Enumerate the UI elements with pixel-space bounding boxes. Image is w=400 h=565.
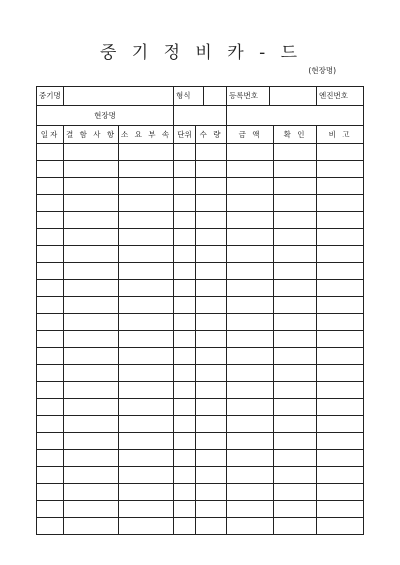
table-cell[interactable] bbox=[64, 246, 119, 263]
table-row bbox=[37, 161, 364, 178]
table-row bbox=[37, 348, 364, 365]
table-cell[interactable] bbox=[119, 450, 174, 467]
table-row bbox=[37, 518, 364, 535]
table-cell[interactable] bbox=[37, 399, 64, 416]
table-cell[interactable] bbox=[317, 212, 364, 229]
equipment-name-value[interactable] bbox=[64, 87, 174, 106]
table-cell[interactable] bbox=[227, 178, 274, 195]
table-cell[interactable] bbox=[317, 399, 364, 416]
table-cell[interactable] bbox=[274, 433, 317, 450]
table-cell[interactable] bbox=[317, 314, 364, 331]
table-cell[interactable] bbox=[227, 348, 274, 365]
table-cell[interactable] bbox=[119, 280, 174, 297]
table-cell[interactable] bbox=[317, 467, 364, 484]
table-cell[interactable] bbox=[317, 161, 364, 178]
table-cell[interactable] bbox=[119, 416, 174, 433]
table-cell[interactable] bbox=[274, 280, 317, 297]
table-cell[interactable] bbox=[64, 416, 119, 433]
table-cell[interactable] bbox=[64, 518, 119, 535]
table-cell[interactable] bbox=[227, 382, 274, 399]
table-row bbox=[37, 144, 364, 161]
column-header: 확 인 bbox=[274, 126, 317, 144]
table-cell[interactable] bbox=[317, 144, 364, 161]
table-cell[interactable] bbox=[119, 229, 174, 246]
table-cell[interactable] bbox=[196, 178, 227, 195]
model-group bbox=[174, 87, 227, 106]
model-label: 형식 bbox=[174, 87, 204, 105]
table-cell[interactable] bbox=[274, 399, 317, 416]
table-row bbox=[37, 450, 364, 467]
table-cell[interactable] bbox=[64, 450, 119, 467]
table-cell[interactable] bbox=[64, 467, 119, 484]
table-cell[interactable] bbox=[274, 314, 317, 331]
table-cell[interactable] bbox=[196, 518, 227, 535]
table-cell[interactable] bbox=[174, 331, 196, 348]
table-cell[interactable] bbox=[227, 433, 274, 450]
table-row bbox=[37, 331, 364, 348]
table-row bbox=[37, 263, 364, 280]
table-cell[interactable] bbox=[227, 399, 274, 416]
table-cell[interactable] bbox=[227, 416, 274, 433]
table-cell[interactable] bbox=[174, 484, 196, 501]
table-cell[interactable] bbox=[119, 348, 174, 365]
table-cell[interactable] bbox=[64, 280, 119, 297]
table-cell[interactable] bbox=[64, 178, 119, 195]
table-cell[interactable] bbox=[227, 195, 274, 212]
table-cell[interactable] bbox=[317, 365, 364, 382]
table-cell[interactable] bbox=[196, 365, 227, 382]
table-cell[interactable] bbox=[196, 484, 227, 501]
table-cell[interactable] bbox=[196, 382, 227, 399]
table-cell[interactable] bbox=[64, 399, 119, 416]
engine-no-label: 엔진번호 bbox=[319, 91, 348, 100]
table-cell[interactable] bbox=[196, 467, 227, 484]
table-cell[interactable] bbox=[174, 365, 196, 382]
table-cell[interactable] bbox=[274, 331, 317, 348]
table-cell[interactable] bbox=[174, 263, 196, 280]
table-cell[interactable] bbox=[196, 212, 227, 229]
table-cell[interactable] bbox=[119, 382, 174, 399]
table-cell[interactable] bbox=[119, 246, 174, 263]
table-cell[interactable] bbox=[174, 348, 196, 365]
site-name-subtitle: (현장명) bbox=[308, 66, 336, 75]
table-cell[interactable] bbox=[64, 314, 119, 331]
table-cell[interactable] bbox=[64, 365, 119, 382]
column-header: 결 함 사 항 bbox=[64, 126, 119, 144]
table-cell[interactable] bbox=[196, 263, 227, 280]
table-cell[interactable] bbox=[274, 178, 317, 195]
table-cell[interactable] bbox=[317, 348, 364, 365]
registration-group bbox=[227, 87, 317, 106]
table-cell[interactable] bbox=[174, 416, 196, 433]
table-cell[interactable] bbox=[37, 195, 64, 212]
table-row bbox=[37, 365, 364, 382]
column-header-row bbox=[37, 126, 364, 144]
table-cell[interactable] bbox=[227, 263, 274, 280]
table-cell[interactable] bbox=[174, 195, 196, 212]
equipment-name-label: 중기명 bbox=[37, 87, 64, 106]
table-cell[interactable] bbox=[274, 416, 317, 433]
table-cell[interactable] bbox=[227, 144, 274, 161]
table-cell[interactable] bbox=[119, 195, 174, 212]
table-row bbox=[37, 314, 364, 331]
table-cell[interactable] bbox=[317, 382, 364, 399]
table-cell[interactable] bbox=[37, 246, 64, 263]
table-cell[interactable] bbox=[37, 467, 64, 484]
table-cell[interactable] bbox=[174, 178, 196, 195]
table-cell[interactable] bbox=[174, 433, 196, 450]
maintenance-card-table bbox=[36, 86, 364, 535]
equipment-info-row bbox=[37, 87, 364, 106]
column-header: 단위 bbox=[174, 126, 196, 144]
table-cell[interactable] bbox=[274, 246, 317, 263]
table-cell[interactable] bbox=[274, 450, 317, 467]
table-row bbox=[37, 280, 364, 297]
table-row bbox=[37, 399, 364, 416]
record-rows bbox=[37, 144, 364, 535]
table-cell[interactable] bbox=[119, 297, 174, 314]
column-header: 일자 bbox=[37, 126, 64, 144]
table-cell[interactable] bbox=[274, 365, 317, 382]
table-cell[interactable] bbox=[174, 399, 196, 416]
table-cell[interactable] bbox=[174, 144, 196, 161]
table-cell[interactable] bbox=[64, 331, 119, 348]
table-cell[interactable] bbox=[119, 501, 174, 518]
table-cell[interactable] bbox=[196, 297, 227, 314]
table-cell[interactable] bbox=[119, 178, 174, 195]
table-cell[interactable] bbox=[119, 331, 174, 348]
engine-no-value[interactable] bbox=[359, 87, 363, 105]
table-cell[interactable] bbox=[174, 382, 196, 399]
table-cell[interactable] bbox=[64, 382, 119, 399]
table-cell[interactable] bbox=[174, 314, 196, 331]
table-cell[interactable] bbox=[274, 297, 317, 314]
table-cell[interactable] bbox=[119, 144, 174, 161]
column-header: 비 고 bbox=[317, 126, 364, 144]
table-cell[interactable] bbox=[64, 263, 119, 280]
table-cell[interactable] bbox=[317, 229, 364, 246]
table-cell[interactable] bbox=[274, 263, 317, 280]
table-cell[interactable] bbox=[227, 467, 274, 484]
table-cell[interactable] bbox=[317, 331, 364, 348]
table-row bbox=[37, 382, 364, 399]
table-row bbox=[37, 484, 364, 501]
table-cell[interactable] bbox=[317, 416, 364, 433]
table-cell[interactable] bbox=[37, 348, 64, 365]
table-cell[interactable] bbox=[227, 450, 274, 467]
table-cell[interactable] bbox=[37, 280, 64, 297]
table-row bbox=[37, 416, 364, 433]
table-cell[interactable] bbox=[64, 484, 119, 501]
table-cell[interactable] bbox=[317, 433, 364, 450]
table-cell[interactable] bbox=[196, 450, 227, 467]
table-cell[interactable] bbox=[37, 297, 64, 314]
table-cell[interactable] bbox=[274, 348, 317, 365]
table-cell[interactable] bbox=[174, 501, 196, 518]
table-cell[interactable] bbox=[196, 246, 227, 263]
table-cell[interactable] bbox=[174, 518, 196, 535]
table-row bbox=[37, 229, 364, 246]
table-cell[interactable] bbox=[64, 229, 119, 246]
table-cell[interactable] bbox=[227, 246, 274, 263]
table-cell[interactable] bbox=[227, 212, 274, 229]
table-row bbox=[37, 501, 364, 518]
table-cell[interactable] bbox=[274, 144, 317, 161]
table-cell[interactable] bbox=[196, 280, 227, 297]
table-cell[interactable] bbox=[37, 365, 64, 382]
table-cell[interactable] bbox=[119, 433, 174, 450]
column-header: 소 요 부 속 bbox=[119, 126, 174, 144]
table-cell[interactable] bbox=[37, 314, 64, 331]
table-cell[interactable] bbox=[317, 484, 364, 501]
table-cell[interactable] bbox=[37, 331, 64, 348]
table-row bbox=[37, 433, 364, 450]
table-cell[interactable] bbox=[227, 280, 274, 297]
table-cell[interactable] bbox=[64, 212, 119, 229]
table-cell[interactable] bbox=[64, 501, 119, 518]
table-cell[interactable] bbox=[119, 484, 174, 501]
table-cell[interactable] bbox=[174, 161, 196, 178]
table-cell[interactable] bbox=[196, 314, 227, 331]
table-cell[interactable] bbox=[37, 263, 64, 280]
table-row bbox=[37, 467, 364, 484]
engine-group bbox=[317, 87, 364, 106]
table-cell[interactable] bbox=[317, 246, 364, 263]
table-cell[interactable] bbox=[37, 433, 64, 450]
table-cell[interactable] bbox=[119, 212, 174, 229]
table-row bbox=[37, 297, 364, 314]
table-cell[interactable] bbox=[37, 416, 64, 433]
table-cell[interactable] bbox=[37, 450, 64, 467]
table-cell[interactable] bbox=[37, 144, 64, 161]
table-cell[interactable] bbox=[196, 348, 227, 365]
table-cell[interactable] bbox=[64, 297, 119, 314]
table-cell[interactable] bbox=[37, 229, 64, 246]
table-cell[interactable] bbox=[37, 484, 64, 501]
table-cell[interactable] bbox=[37, 178, 64, 195]
table-cell[interactable] bbox=[227, 331, 274, 348]
table-cell[interactable] bbox=[64, 144, 119, 161]
table-cell[interactable] bbox=[119, 263, 174, 280]
table-cell[interactable] bbox=[119, 365, 174, 382]
table-cell[interactable] bbox=[64, 348, 119, 365]
table-cell[interactable] bbox=[37, 212, 64, 229]
table-cell[interactable] bbox=[274, 382, 317, 399]
site-name-value[interactable] bbox=[174, 106, 227, 126]
registration-no-value[interactable] bbox=[270, 87, 316, 105]
table-cell[interactable] bbox=[37, 501, 64, 518]
table-cell[interactable] bbox=[174, 450, 196, 467]
table-cell[interactable] bbox=[174, 212, 196, 229]
table-cell[interactable] bbox=[64, 195, 119, 212]
table-cell[interactable] bbox=[274, 484, 317, 501]
table-cell[interactable] bbox=[196, 195, 227, 212]
table-cell[interactable] bbox=[174, 246, 196, 263]
site-name-label: 현장명 bbox=[37, 106, 174, 126]
table-cell[interactable] bbox=[274, 212, 317, 229]
table-cell[interactable] bbox=[196, 399, 227, 416]
table-cell[interactable] bbox=[317, 178, 364, 195]
form-title: 중 기 정 비 카 - 드 bbox=[99, 43, 301, 63]
table-row bbox=[37, 212, 364, 229]
table-row bbox=[37, 246, 364, 263]
table-cell[interactable] bbox=[119, 399, 174, 416]
table-cell[interactable] bbox=[274, 195, 317, 212]
model-value[interactable] bbox=[204, 87, 226, 105]
table-cell[interactable] bbox=[274, 501, 317, 518]
table-cell[interactable] bbox=[196, 229, 227, 246]
site-extra-value[interactable] bbox=[227, 106, 364, 126]
table-cell[interactable] bbox=[119, 467, 174, 484]
table-cell[interactable] bbox=[227, 229, 274, 246]
table-cell[interactable] bbox=[196, 501, 227, 518]
table-cell[interactable] bbox=[274, 161, 317, 178]
table-cell[interactable] bbox=[317, 450, 364, 467]
table-cell[interactable] bbox=[227, 518, 274, 535]
table-cell[interactable] bbox=[174, 467, 196, 484]
table-cell[interactable] bbox=[174, 297, 196, 314]
table-cell[interactable] bbox=[37, 382, 64, 399]
table-row bbox=[37, 195, 364, 212]
registration-no-label: 등록번호 bbox=[227, 87, 270, 105]
table-cell[interactable] bbox=[317, 518, 364, 535]
table-cell[interactable] bbox=[317, 195, 364, 212]
column-header: 수 량 bbox=[196, 126, 227, 144]
table-cell[interactable] bbox=[119, 518, 174, 535]
table-cell[interactable] bbox=[227, 501, 274, 518]
table-cell[interactable] bbox=[37, 518, 64, 535]
table-cell[interactable] bbox=[174, 280, 196, 297]
table-row bbox=[37, 178, 364, 195]
table-cell[interactable] bbox=[64, 433, 119, 450]
table-cell[interactable] bbox=[196, 144, 227, 161]
table-cell[interactable] bbox=[196, 433, 227, 450]
table-cell[interactable] bbox=[274, 518, 317, 535]
table-cell[interactable] bbox=[227, 161, 274, 178]
table-cell[interactable] bbox=[196, 331, 227, 348]
table-cell[interactable] bbox=[196, 416, 227, 433]
table-cell[interactable] bbox=[196, 161, 227, 178]
table-cell[interactable] bbox=[274, 229, 317, 246]
site-row bbox=[37, 106, 364, 126]
table-cell[interactable] bbox=[227, 365, 274, 382]
column-header: 금 액 bbox=[227, 126, 274, 144]
table-cell[interactable] bbox=[174, 229, 196, 246]
table-cell[interactable] bbox=[317, 297, 364, 314]
table-cell[interactable] bbox=[119, 314, 174, 331]
table-cell[interactable] bbox=[119, 161, 174, 178]
table-cell[interactable] bbox=[317, 280, 364, 297]
table-cell[interactable] bbox=[274, 467, 317, 484]
table-cell[interactable] bbox=[227, 314, 274, 331]
table-cell[interactable] bbox=[317, 501, 364, 518]
table-cell[interactable] bbox=[64, 161, 119, 178]
table-cell[interactable] bbox=[227, 297, 274, 314]
table-cell[interactable] bbox=[317, 263, 364, 280]
table-cell[interactable] bbox=[227, 484, 274, 501]
table-cell[interactable] bbox=[37, 161, 64, 178]
